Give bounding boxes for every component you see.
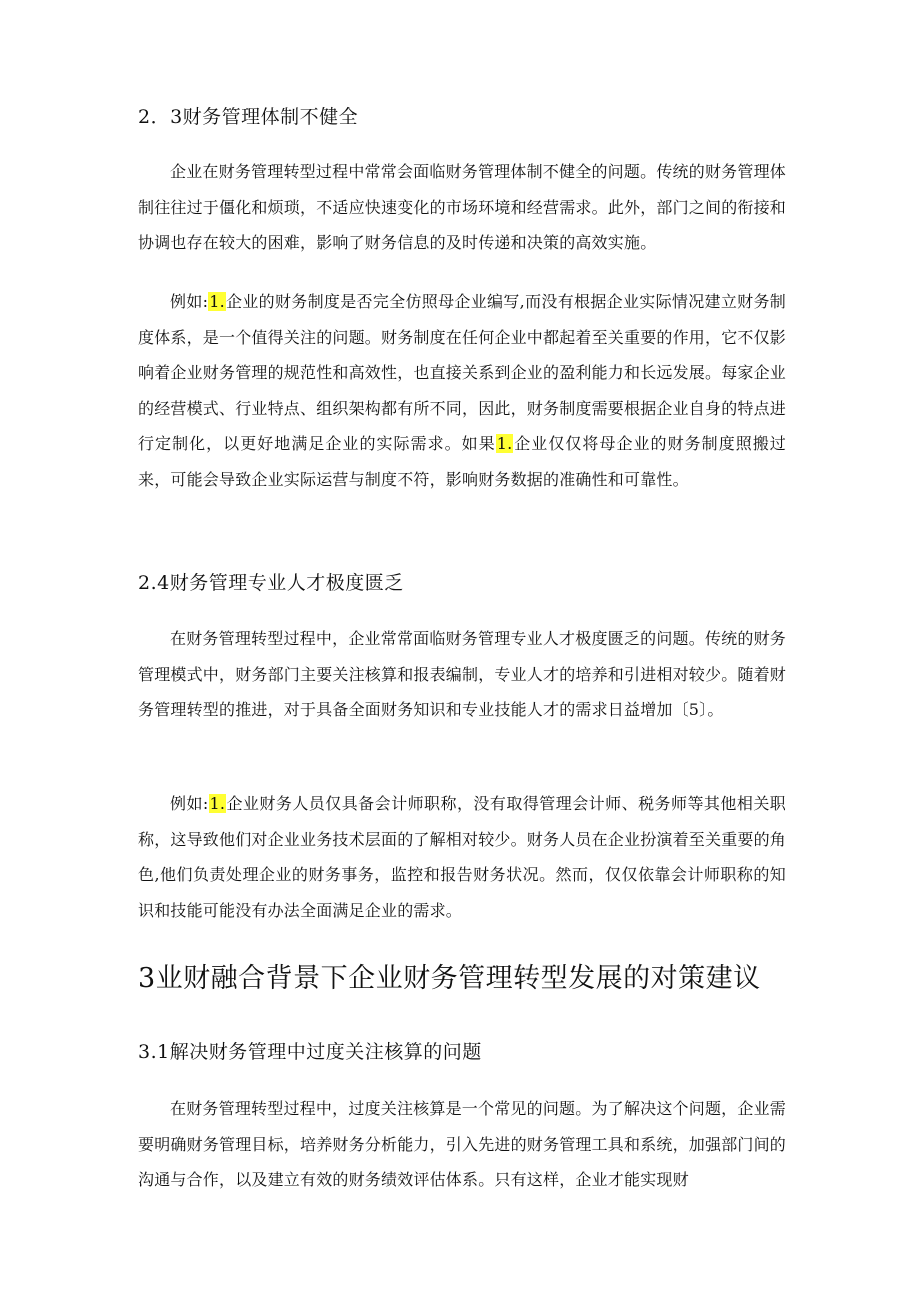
text-run: 企业仅仅将母企业的财务制度照搬过来，可能会导致企业实际运营与制度不符，影响财务数据的准确性和可靠性。 (138, 434, 787, 489)
heading-2-4: 2.4财务管理专业人才极度匮乏 (138, 572, 404, 594)
paragraph-2-3-example (138, 284, 786, 497)
heading-3-1: 3.1解决财务管理中过度关注核算的问题 (138, 1041, 482, 1063)
text-run: 企业财务人员仅具备会计师职称，没有取得管理会计师、税务师等其他相关职称，这导致他们对企业业务技术层面的了解相对较少。财务人员在企业扮演着至关重要的角色,他们负责处理企业的财务事务，监控和报告财务状况。然而，仅仅依靠会计师职称的知识和技能可能没有办法全面满足企业的需求。 (138, 794, 787, 920)
highlight-mark: 1. (496, 434, 513, 453)
heading-2-3: 2．3财务管理体制不健全 (138, 106, 359, 128)
text-run: 企业的财务制度是否完全仿照母企业编写,而没有根据企业实际情况建立财务制度体系，是一个值得关注的问题。财务制度在任何企业中都起着至关重要的作用，它不仅影响着企业财务管理的规范性和高效性，也直接关系到企业的盈利能力和长远发展。每家企业的经营模式、行业特点、组织架构都有所不同，因此，财务制度需要根据企业自身的特点进行定制化，以更好地满足企业的实际需求。如果 (138, 292, 787, 453)
paragraph-2-4-intro: 在财务管理转型过程中，企业常常面临财务管理专业人才极度匮乏的问题。传统的财务管理模式中，财务部门主要关注核算和报表编制，专业人才的培养和引进相对较少。随着财务管理转型的推进，对于具备全面财务知识和专业技能人才的需求日益增加〔5〕。 (138, 629, 787, 719)
highlight-mark: 1. (209, 794, 226, 813)
text-run: 例如: (170, 292, 209, 311)
paragraph-2-4-example (138, 786, 786, 928)
text-run: 例如: (170, 794, 209, 813)
heading-3: 3业财融合背景下企业财务管理转型发展的对策建议 (138, 963, 761, 994)
paragraph-3-1-intro: 在财务管理转型过程中，过度关注核算是一个常见的问题。为了解决这个问题，企业需要明确财务管理目标，培养财务分析能力，引入先进的财务管理工具和系统，加强部门间的沟通与合作，以及建立有效的财务绩效评估体系。只有这样，企业才能实现财 (138, 1099, 787, 1189)
paragraph-2-3-intro: 企业在财务管理转型过程中常常会面临财务管理体制不健全的问题。传统的财务管理体制往往过于僵化和烦琐，不适应快速变化的市场环境和经营需求。此外，部门之间的衔接和协调也存在较大的困难，影响了财务信息的及时传递和决策的高效实施。 (138, 162, 787, 252)
highlight-mark: 1. (209, 292, 225, 311)
